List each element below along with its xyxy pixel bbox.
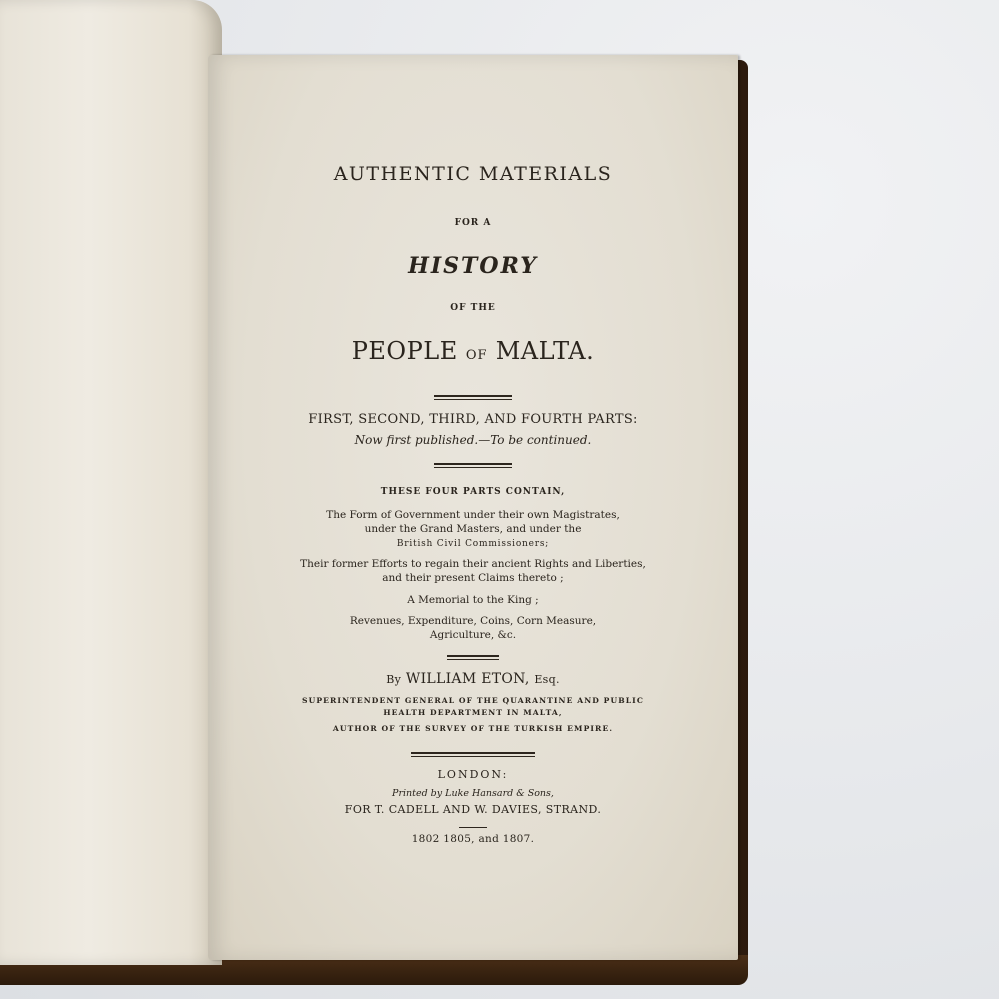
dates-line: 1802 1805, and 1807. [411, 833, 535, 845]
title-line: AUTHENTIC MATERIALS [333, 163, 613, 185]
contain-heading: THESE FOUR PARTS CONTAIN, [380, 487, 566, 497]
people-word: PEOPLE [351, 337, 458, 365]
parts-line: FIRST, SECOND, THIRD, AND FOURTH PARTS: [308, 412, 638, 427]
contents-line: under the Grand Masters, and under the [364, 523, 582, 535]
now-published-line: Now first published.—To be continued. [354, 433, 592, 447]
of-the-line: OF THE [450, 303, 496, 313]
city-line: LONDON: [437, 768, 509, 781]
people-of-malta-line [208, 337, 738, 365]
author-role-line: HEALTH DEPARTMENT IN MALTA, [383, 708, 563, 717]
by-word: By [386, 673, 402, 686]
malta-word: MALTA. [495, 337, 595, 365]
author-of-line: AUTHOR OF THE SURVEY OF THE TURKISH EMPIRE. [332, 724, 614, 733]
author-role-line: SUPERINTENDENT GENERAL OF THE QUARANTINE AND PUBLIC [302, 696, 644, 705]
author-line [208, 671, 738, 687]
for-a-line: FOR A [454, 218, 492, 228]
title-page [208, 55, 738, 960]
ornamental-rule [459, 827, 487, 828]
contents-line-text: British Civil Commissioners; [396, 539, 550, 549]
esq-word: Esq. [534, 673, 560, 686]
contents-line: The Form of Government under their own Magistrates, [326, 509, 620, 521]
ornamental-rule [447, 655, 499, 660]
of-word: OF [465, 348, 488, 363]
printer-line: Printed by Luke Hansard & Sons, [392, 788, 554, 799]
ornamental-rule [434, 395, 512, 400]
author-name: WILLIAM ETON, [405, 671, 530, 687]
contents-line: Their former Efforts to regain their ancient Rights and Liberties, [300, 558, 646, 570]
ornamental-rule [434, 463, 512, 468]
publisher-line: FOR T. CADELL AND W. DAVIES, STRAND. [344, 803, 602, 816]
history-line: HISTORY [408, 253, 538, 279]
contents-line: A Memorial to the King ; [407, 594, 539, 606]
contents-line [208, 537, 738, 549]
contents-line: Revenues, Expenditure, Coins, Corn Measure, [349, 615, 597, 627]
ornamental-rule [411, 752, 535, 757]
contents-line: Agriculture, &c. [429, 629, 517, 641]
flyleaf-page [0, 0, 222, 965]
contents-line: and their present Claims thereto ; [382, 572, 564, 584]
